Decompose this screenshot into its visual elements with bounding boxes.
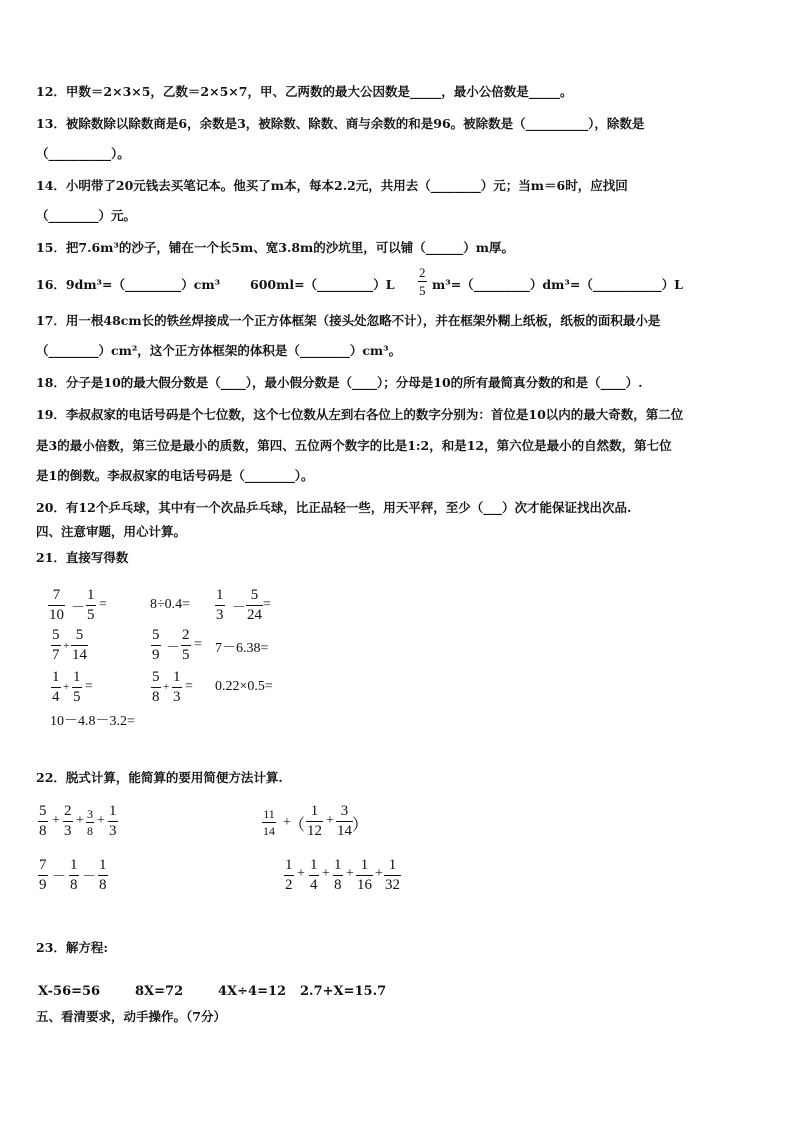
question-14-line2: （________）元。 xyxy=(36,208,137,223)
equation-4: 2.7+X=15.7 xyxy=(300,984,387,999)
plus-sign: + xyxy=(326,813,334,828)
numerator: 2 xyxy=(64,803,72,819)
q22-c-frac3 xyxy=(98,858,108,893)
question-15: 15．把7.6m³的沙子，铺在一个长5m、宽3.8m的沙坑里，可以铺（______）m厚。 xyxy=(36,240,514,255)
denominator: 3 xyxy=(216,607,224,623)
q22-b-frac1 xyxy=(262,808,276,837)
q21-b: 8÷0.4= xyxy=(150,597,191,612)
q22-a-frac1 xyxy=(38,804,48,839)
plus-sign: + xyxy=(322,866,330,881)
plus-sign: + xyxy=(76,813,84,828)
denominator: 2 xyxy=(285,877,293,893)
denominator: 5 xyxy=(419,283,426,298)
numerator: 1 xyxy=(360,857,369,873)
question-14-line1: 14．小明带了20元钱去买笔记本。他买了m本，每本2.2元，共用去（________）元；当m＝6时，应找回 xyxy=(36,178,628,193)
equation-1: X-56=56 xyxy=(38,984,101,999)
right-paren: ） xyxy=(352,817,369,834)
question-13-line2: （__________）。 xyxy=(36,146,130,161)
q21-e-frac2 xyxy=(181,628,191,663)
question-17-line1: 17．用一根48cm长的铁丝焊接成一个正方体框架（接头处忽略不计），并在框架外糊上纸板，纸板的面积最小是 xyxy=(36,313,661,328)
q21-g-frac1 xyxy=(51,670,61,705)
numerator: 1 xyxy=(310,803,319,819)
numerator: 1 xyxy=(87,587,95,603)
denominator: 5 xyxy=(87,607,95,623)
plus-sign: + xyxy=(97,813,105,828)
denominator: 8 xyxy=(152,689,160,705)
question-16-part-a: 16．9dm³=（_________）cm³ xyxy=(36,277,221,292)
question-16-part-c: m³=（_________）dm³=（___________）L xyxy=(432,277,683,292)
q22-d-frac5 xyxy=(384,858,401,893)
section-5-heading: 五、看清要求，动手操作。（7分） xyxy=(36,1009,226,1024)
plus-sign: + xyxy=(283,815,291,830)
minus-sign: － xyxy=(52,870,66,885)
denominator: 3 xyxy=(173,689,181,705)
denominator: 8 xyxy=(87,824,93,838)
plus-sign: + xyxy=(63,681,70,693)
q21-e-frac1 xyxy=(151,628,161,663)
numerator: 1 xyxy=(216,587,224,603)
numerator: 7 xyxy=(39,857,47,873)
question-16-part-b: 600ml=（_________）L xyxy=(250,277,395,292)
q21-g-frac2 xyxy=(72,670,82,705)
denominator: 3 xyxy=(109,823,117,839)
question-17-line2: （________）cm²，这个正方体框架的体积是（________）cm³。 xyxy=(36,343,402,358)
question-12: 12．甲数＝2×3×5，乙数＝2×5×7，甲、乙两数的最大公因数是_____，最小公倍数是_____。 xyxy=(36,84,573,99)
question-23: 23．解方程: xyxy=(36,940,109,955)
section-4-heading: 四、注意审题，用心计算。 xyxy=(36,524,187,539)
q22-a-frac4 xyxy=(108,804,118,839)
denominator: 4 xyxy=(310,877,318,893)
q21-a-frac2 xyxy=(86,588,96,623)
denominator: 24 xyxy=(247,607,262,623)
numerator: 3 xyxy=(340,803,349,819)
numerator: 1 xyxy=(334,857,342,873)
denominator: 14 xyxy=(72,647,87,663)
q21-d-frac1 xyxy=(51,628,61,663)
numerator: 11 xyxy=(263,807,275,821)
q21-j: 10－4.8－3.2= xyxy=(50,714,135,729)
numerator: 1 xyxy=(52,669,60,685)
denominator: 7 xyxy=(52,647,60,663)
numerator: 5 xyxy=(75,627,84,643)
numerator: 2 xyxy=(419,265,426,280)
question-19-line1: 19．李叔叔家的电话号码是个七位数，这个七位数从左到右各位上的数字分别为：首位是10以内的最大奇数，第二位 xyxy=(36,407,684,422)
numerator: 1 xyxy=(388,857,397,873)
equation-3: 4X÷4=12 xyxy=(218,984,287,999)
question-13-line1: 13．被除数除以除数商是6，余数是3，被除数、除数、商与余数的和是96。被除数是（__________），除数是 xyxy=(36,116,645,131)
numerator: 1 xyxy=(73,669,81,685)
denominator: 5 xyxy=(73,689,81,705)
minus-sign: － xyxy=(232,601,246,616)
q21-c-frac2 xyxy=(246,588,263,623)
numerator: 1 xyxy=(173,669,181,685)
numerator: 5 xyxy=(39,803,47,819)
q22-d-frac4 xyxy=(356,858,373,893)
equals-sign: = xyxy=(99,597,107,612)
numerator: 5 xyxy=(152,627,160,643)
minus-sign: － xyxy=(82,870,96,885)
denominator: 32 xyxy=(385,877,400,893)
question-19-line2: 是3的最小倍数，第三位是最小的质数，第四、五位两个数字的比是1:2，和是12，第六位是最小的自然数，第七位 xyxy=(36,438,672,453)
q21-h-frac1 xyxy=(151,670,161,705)
q22-b-frac3 xyxy=(336,804,353,839)
denominator: 14 xyxy=(263,824,275,838)
question-22: 22．脱式计算，能简算的要用简便方法计算. xyxy=(36,770,283,785)
numerator: 1 xyxy=(99,857,107,873)
numerator: 5 xyxy=(250,587,259,603)
numerator: 1 xyxy=(109,803,117,819)
denominator: 14 xyxy=(337,823,352,839)
denominator: 3 xyxy=(64,823,72,839)
q22-c-frac1 xyxy=(38,858,48,893)
q21-h-frac2 xyxy=(172,670,182,705)
q22-d-frac3 xyxy=(333,858,343,893)
q22-a-frac3 xyxy=(86,808,94,837)
q22-a-frac2 xyxy=(63,804,73,839)
denominator: 16 xyxy=(357,877,372,893)
numerator: 7 xyxy=(52,587,61,603)
plus-sign: + xyxy=(346,866,354,881)
denominator: 8 xyxy=(39,823,47,839)
numerator: 3 xyxy=(87,807,93,821)
denominator: 9 xyxy=(152,647,160,663)
q21-d-frac2 xyxy=(71,628,88,663)
plus-sign: + xyxy=(375,866,383,881)
denominator: 5 xyxy=(182,647,190,663)
question-16-fraction xyxy=(418,266,427,297)
q22-c-frac2 xyxy=(69,858,79,893)
equals-sign: = xyxy=(85,679,93,694)
denominator: 8 xyxy=(99,877,107,893)
denominator: 4 xyxy=(52,689,60,705)
question-20: 20．有12个乒乓球，其中有一个次品乒乓球，比正品轻一些，用天平秤，至少（___）次才能保证找出次品. xyxy=(36,500,632,515)
q21-a-frac1 xyxy=(48,588,65,623)
equals-sign: = xyxy=(185,679,193,694)
denominator: 9 xyxy=(39,877,47,893)
minus-sign: － xyxy=(71,601,85,616)
q21-c-frac1 xyxy=(215,588,225,623)
numerator: 2 xyxy=(182,627,190,643)
denominator: 10 xyxy=(49,607,64,623)
denominator: 8 xyxy=(70,877,78,893)
numerator: 1 xyxy=(285,857,293,873)
q21-i: 0.22×0.5= xyxy=(215,679,273,694)
equals-sign: = xyxy=(263,597,271,612)
question-19-line3: 是1的倒数。李叔叔家的电话号码是（________）。 xyxy=(36,468,314,483)
numerator: 5 xyxy=(152,669,160,685)
plus-sign: + xyxy=(297,866,305,881)
numerator: 1 xyxy=(70,857,78,873)
q21-f: 7－6.38= xyxy=(215,641,269,656)
question-21: 21．直接写得数 xyxy=(36,550,129,565)
numerator: 5 xyxy=(52,627,60,643)
minus-sign: － xyxy=(166,641,180,656)
denominator: 12 xyxy=(307,823,322,839)
left-paren: （ xyxy=(289,817,306,834)
equation-2: 8X=72 xyxy=(135,984,184,999)
plus-sign: + xyxy=(52,813,60,828)
denominator: 8 xyxy=(334,877,342,893)
q22-d-frac2 xyxy=(309,858,319,893)
equals-sign: = xyxy=(194,637,202,652)
plus-sign: + xyxy=(163,681,170,693)
question-18: 18．分子是10的最大假分数是（____），最小假分数是（____）；分母是10的所有最简真分数的和是（____）. xyxy=(36,375,643,390)
q22-d-frac1 xyxy=(284,858,294,893)
plus-sign: + xyxy=(63,640,70,652)
numerator: 1 xyxy=(310,857,318,873)
q22-b-frac2 xyxy=(306,804,323,839)
